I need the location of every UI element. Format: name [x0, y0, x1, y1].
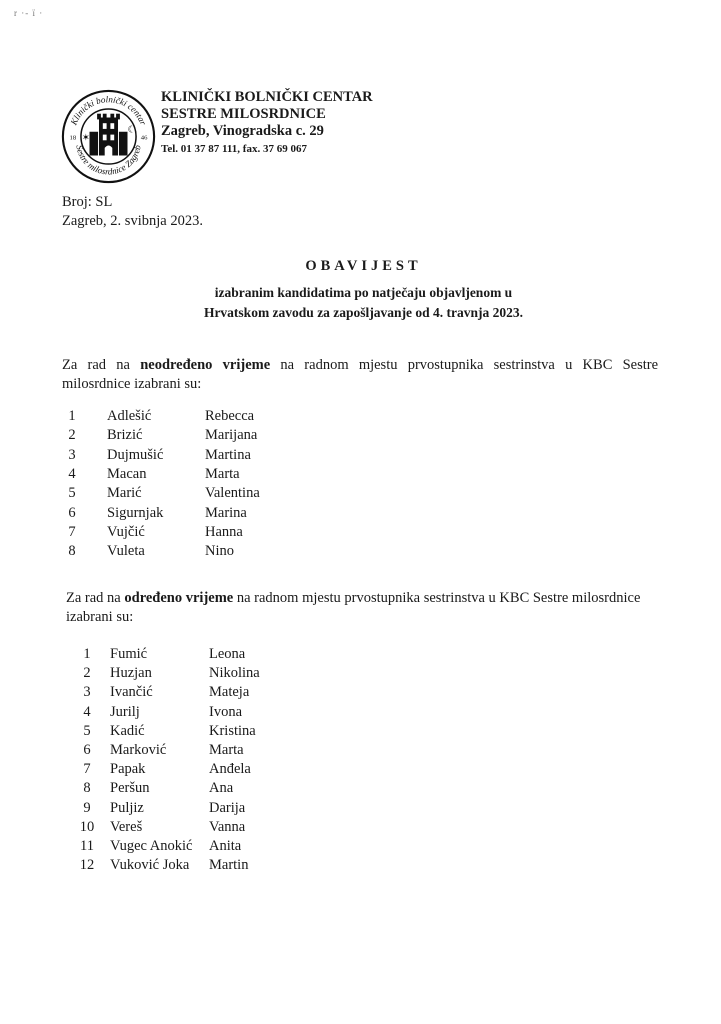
candidate-first-name: Marina	[205, 504, 247, 521]
candidate-surname: Huzjan	[110, 665, 152, 682]
document-number: Broj: SL	[62, 194, 113, 210]
section1-intro-bold: neodređeno vrijeme	[140, 357, 271, 373]
candidate-first-name: Anđela	[209, 761, 251, 778]
candidate-first-name: Marijana	[205, 427, 258, 444]
candidate-first-name: Kristina	[209, 722, 256, 739]
candidate-surname: Marić	[107, 485, 142, 502]
hospital-seal-icon	[61, 89, 156, 184]
candidate-first-name: Ivona	[209, 703, 243, 720]
candidate-first-name: Rebecca	[205, 408, 255, 424]
candidate-surname: Brizić	[107, 427, 143, 444]
section1-intro	[62, 356, 658, 394]
org-name-line2: SESTRE MILOSRDNICE	[161, 106, 326, 122]
candidate-surname: Puljiz	[110, 799, 144, 816]
candidate-surname: Peršun	[110, 780, 150, 797]
candidate-surname: Kadić	[110, 722, 145, 739]
candidate-number: 4	[68, 465, 76, 482]
candidate-surname: Adlešić	[107, 408, 152, 424]
seal-year-left: 18	[69, 134, 77, 142]
candidate-first-name: Vanna	[209, 818, 246, 835]
candidate-surname: Vereš	[110, 818, 143, 835]
candidate-surname: Vuleta	[107, 543, 145, 560]
candidate-surname: Fumić	[110, 646, 148, 662]
document-title: OBAVIJEST	[305, 258, 422, 274]
candidate-first-name: Darija	[209, 799, 246, 816]
candidate-number: 7	[83, 761, 91, 778]
candidate-number: 5	[83, 722, 91, 739]
org-name-line1: KLINIČKI BOLNIČKI CENTAR	[161, 89, 373, 105]
candidate-first-name: Martin	[209, 857, 249, 874]
candidate-number: 10	[79, 818, 95, 835]
svg-text:☾: ☾	[127, 125, 137, 136]
seal-text-bottom: Sestre milosrdnice Zagreb	[74, 144, 143, 177]
scan-artifact-mark: r ·‑ ï ·	[14, 8, 44, 18]
candidate-number: 1	[68, 408, 76, 424]
document-meta	[62, 193, 203, 231]
candidate-first-name: Anita	[209, 838, 242, 854]
candidate-number: 11	[80, 838, 94, 854]
document-subtitle	[0, 283, 721, 323]
candidate-number: 6	[68, 504, 76, 521]
candidate-first-name: Marta	[209, 742, 244, 758]
section2-intro-bold: određeno vrijeme	[124, 590, 234, 606]
organization-header	[161, 89, 373, 158]
document-date: Zagreb, 2. svibnja 2023.	[62, 213, 203, 229]
candidate-surname: Vugec Anokić	[110, 838, 193, 854]
candidate-number: 4	[83, 703, 91, 720]
candidate-number: 9	[83, 799, 91, 816]
svg-text:✶: ✶	[81, 133, 90, 144]
candidate-number: 7	[68, 523, 76, 540]
candidate-surname: Vujčić	[107, 523, 145, 540]
section2-intro-line2: izabrani su:	[66, 609, 134, 625]
candidate-surname: Ivančić	[110, 684, 153, 701]
candidate-number: 12	[79, 857, 95, 874]
candidate-number: 5	[68, 485, 76, 502]
candidate-surname: Vuković Joka	[110, 857, 190, 874]
candidate-number: 3	[83, 684, 91, 701]
candidate-first-name: Nikolina	[209, 665, 260, 682]
candidate-first-name: Mateja	[209, 684, 250, 701]
candidate-first-name: Marta	[205, 465, 240, 482]
candidate-number: 2	[83, 665, 91, 682]
candidate-number: 1	[83, 646, 91, 662]
candidate-number: 8	[68, 543, 76, 560]
subtitle-line1: izabranim kandidatima po natječaju objavljenom u	[214, 285, 513, 300]
candidate-number: 8	[83, 780, 91, 797]
candidate-surname: Jurilj	[110, 703, 140, 720]
section1-intro-before: Za rad na	[62, 357, 130, 373]
org-address: Zagreb, Vinogradska c. 29	[161, 123, 324, 139]
section2-intro-after: na radnom mjestu prvostupnika sestrinstva u KBC Sestre milosrdnice	[236, 590, 641, 606]
candidate-first-name: Hanna	[205, 523, 243, 540]
candidate-number: 6	[83, 742, 91, 758]
candidate-surname: Sigurnjak	[107, 504, 164, 521]
section2-intro-line1	[66, 589, 666, 608]
seal-text-top: Klinički bolnički centar	[68, 94, 149, 127]
section2-intro	[66, 589, 666, 627]
org-phone-fax: Tel. 01 37 87 111, fax. 37 69 067	[161, 143, 307, 155]
candidate-first-name: Ana	[209, 780, 234, 797]
subtitle-line2: Hrvatskom zavodu za zapošljavanje od 4. travnja 2023.	[203, 305, 524, 320]
section1-intro-line2: milosrdnice izabrani su:	[62, 376, 202, 392]
section2-intro-before: Za rad na	[66, 590, 121, 606]
section1-intro-after: na radnom mjestu prvostupnika sestrinstva u KBC Sestre	[280, 357, 659, 373]
section1-intro-line1	[62, 356, 658, 375]
candidate-first-name: Nino	[205, 543, 234, 560]
candidate-first-name: Leona	[209, 646, 246, 662]
candidate-surname: Papak	[110, 761, 146, 778]
candidate-number: 3	[68, 446, 76, 463]
candidate-first-name: Valentina	[205, 485, 260, 502]
seal-year-right: 46	[140, 134, 148, 142]
candidate-surname: Macan	[107, 465, 147, 482]
candidate-surname: Dujmušić	[107, 446, 164, 463]
candidate-number: 2	[68, 427, 76, 444]
candidate-surname: Marković	[110, 742, 167, 758]
candidate-first-name: Martina	[205, 446, 251, 463]
